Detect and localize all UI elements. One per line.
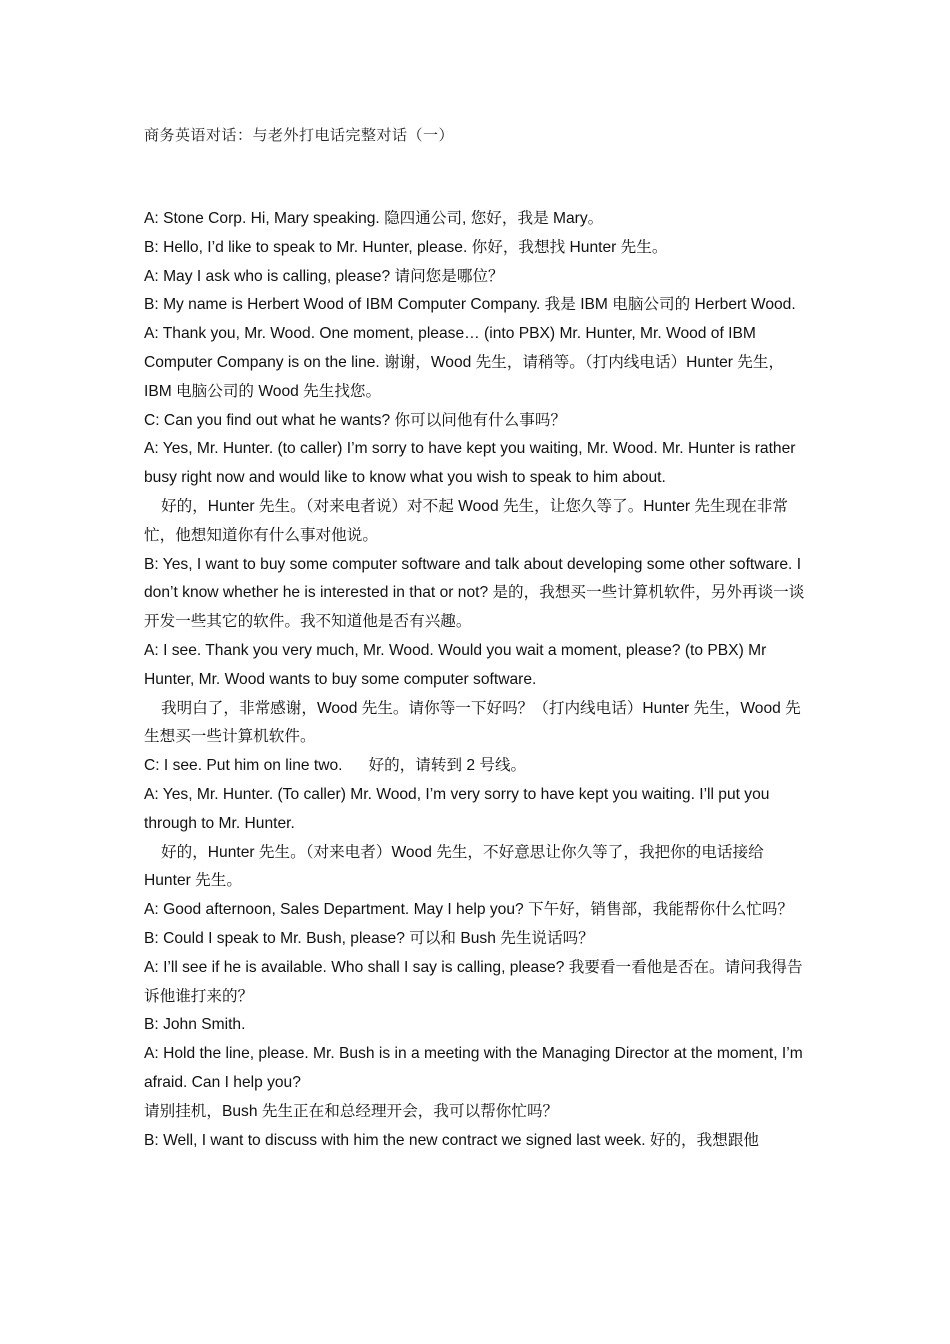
dialogue-line: A: May I ask who is calling, please? 请问您是哪位？ <box>144 267 504 285</box>
dialogue-line: B: John Smith. <box>144 1016 246 1034</box>
dialogue-line: A: I see. Thank you very much, Mr. Wood. Would you wait a moment, please? (to PBX) Mr Hunter, Mr. Wood wants to buy some computer software. <box>144 641 767 688</box>
dialogue-line: A: Good afternoon, Sales Department. May I help you? 下午好，销售部，我能帮你什么忙吗？ <box>144 901 794 919</box>
dialogue-line: C: Can you find out what he wants? 你可以问他有什么事吗？ <box>144 411 567 429</box>
document-title: 商务英语对话：与老外打电话完整对话（一） <box>144 126 455 144</box>
dialogue-body <box>144 205 810 1155</box>
translation-line: 好的，Hunter 先生。（对来电者说）对不起 Wood 先生，让您久等了。Hunter 先生现在非常忙，他想知道你有什么事对他说。 <box>144 497 788 544</box>
dialogue-line: B: Hello, I’d like to speak to Mr. Hunter, please. 你好，我想找 Hunter 先生。 <box>144 238 668 256</box>
dialogue-line: A: Hold the line, please. Mr. Bush is in a meeting with the Managing Director at the moment, I’m afraid. Can I help you? <box>144 1045 803 1091</box>
dialogue-line: B: Yes, I want to buy some computer software and talk about developing some other software. I don’t know whether he is interested in that or not? 是的，我想买一些计算机软件，另外再谈一谈开发一些其它的软件。我不知道他是否有兴趣。 <box>144 555 805 631</box>
dialogue-line: A: Stone Corp. Hi, Mary speaking. 隐四通公司, 您好，我是 Mary。 <box>144 210 604 227</box>
translation-line: 好的，Hunter 先生。（对来电者）Wood 先生，不好意思让你久等了，我把你的电话接给 Hunter 先生。 <box>144 843 764 890</box>
translation-line: 请别挂机，Bush 先生正在和总经理开会，我可以帮你忙吗？ <box>144 1102 559 1120</box>
dialogue-line: A: I’ll see if he is available. Who shall I say is calling, please? 我要看一看他是否在。请问我得告诉他谁打来的？ <box>144 958 803 1005</box>
dialogue-line: A: Yes, Mr. Hunter. (To caller) Mr. Wood, I’m very sorry to have kept you waiting. I’ll put you through to Mr. Hunter. <box>144 785 770 832</box>
dialogue-line: C: I see. Put him on line two. 好的，请转到 2 号线。 <box>144 757 527 775</box>
dialogue-line: B: My name is Herbert Wood of IBM Computer Company. 我是 IBM 电脑公司的 Herbert Wood. <box>144 296 796 314</box>
dialogue-line: A: Yes, Mr. Hunter. (to caller) I’m sorry to have kept you waiting, Mr. Wood. Mr. Hunter is rather busy right now and would like to know what you wish to speak to him about. <box>144 440 796 487</box>
dialogue-line: A: Thank you, Mr. Wood. One moment, please… (into PBX) Mr. Hunter, Mr. Wood of IBM Computer Company is on the line. 谢谢，Wood 先生，请稍等。（打内线电话）Hunter 先生，IBM 电脑公司的 Wood 先生找您。 <box>144 325 785 400</box>
dialogue-line: B: Well, I want to discuss with him the new contract we signed last week. 好的，我想跟他 <box>144 1131 760 1149</box>
dialogue-line: B: Could I speak to Mr. Bush, please? 可以和 Bush 先生说话吗？ <box>144 929 594 947</box>
translation-line: 我明白了，非常感谢，Wood 先生。请你等一下好吗？（打内线电话）Hunter 先生，Wood 先生想买一些计算机软件。 <box>144 699 801 746</box>
